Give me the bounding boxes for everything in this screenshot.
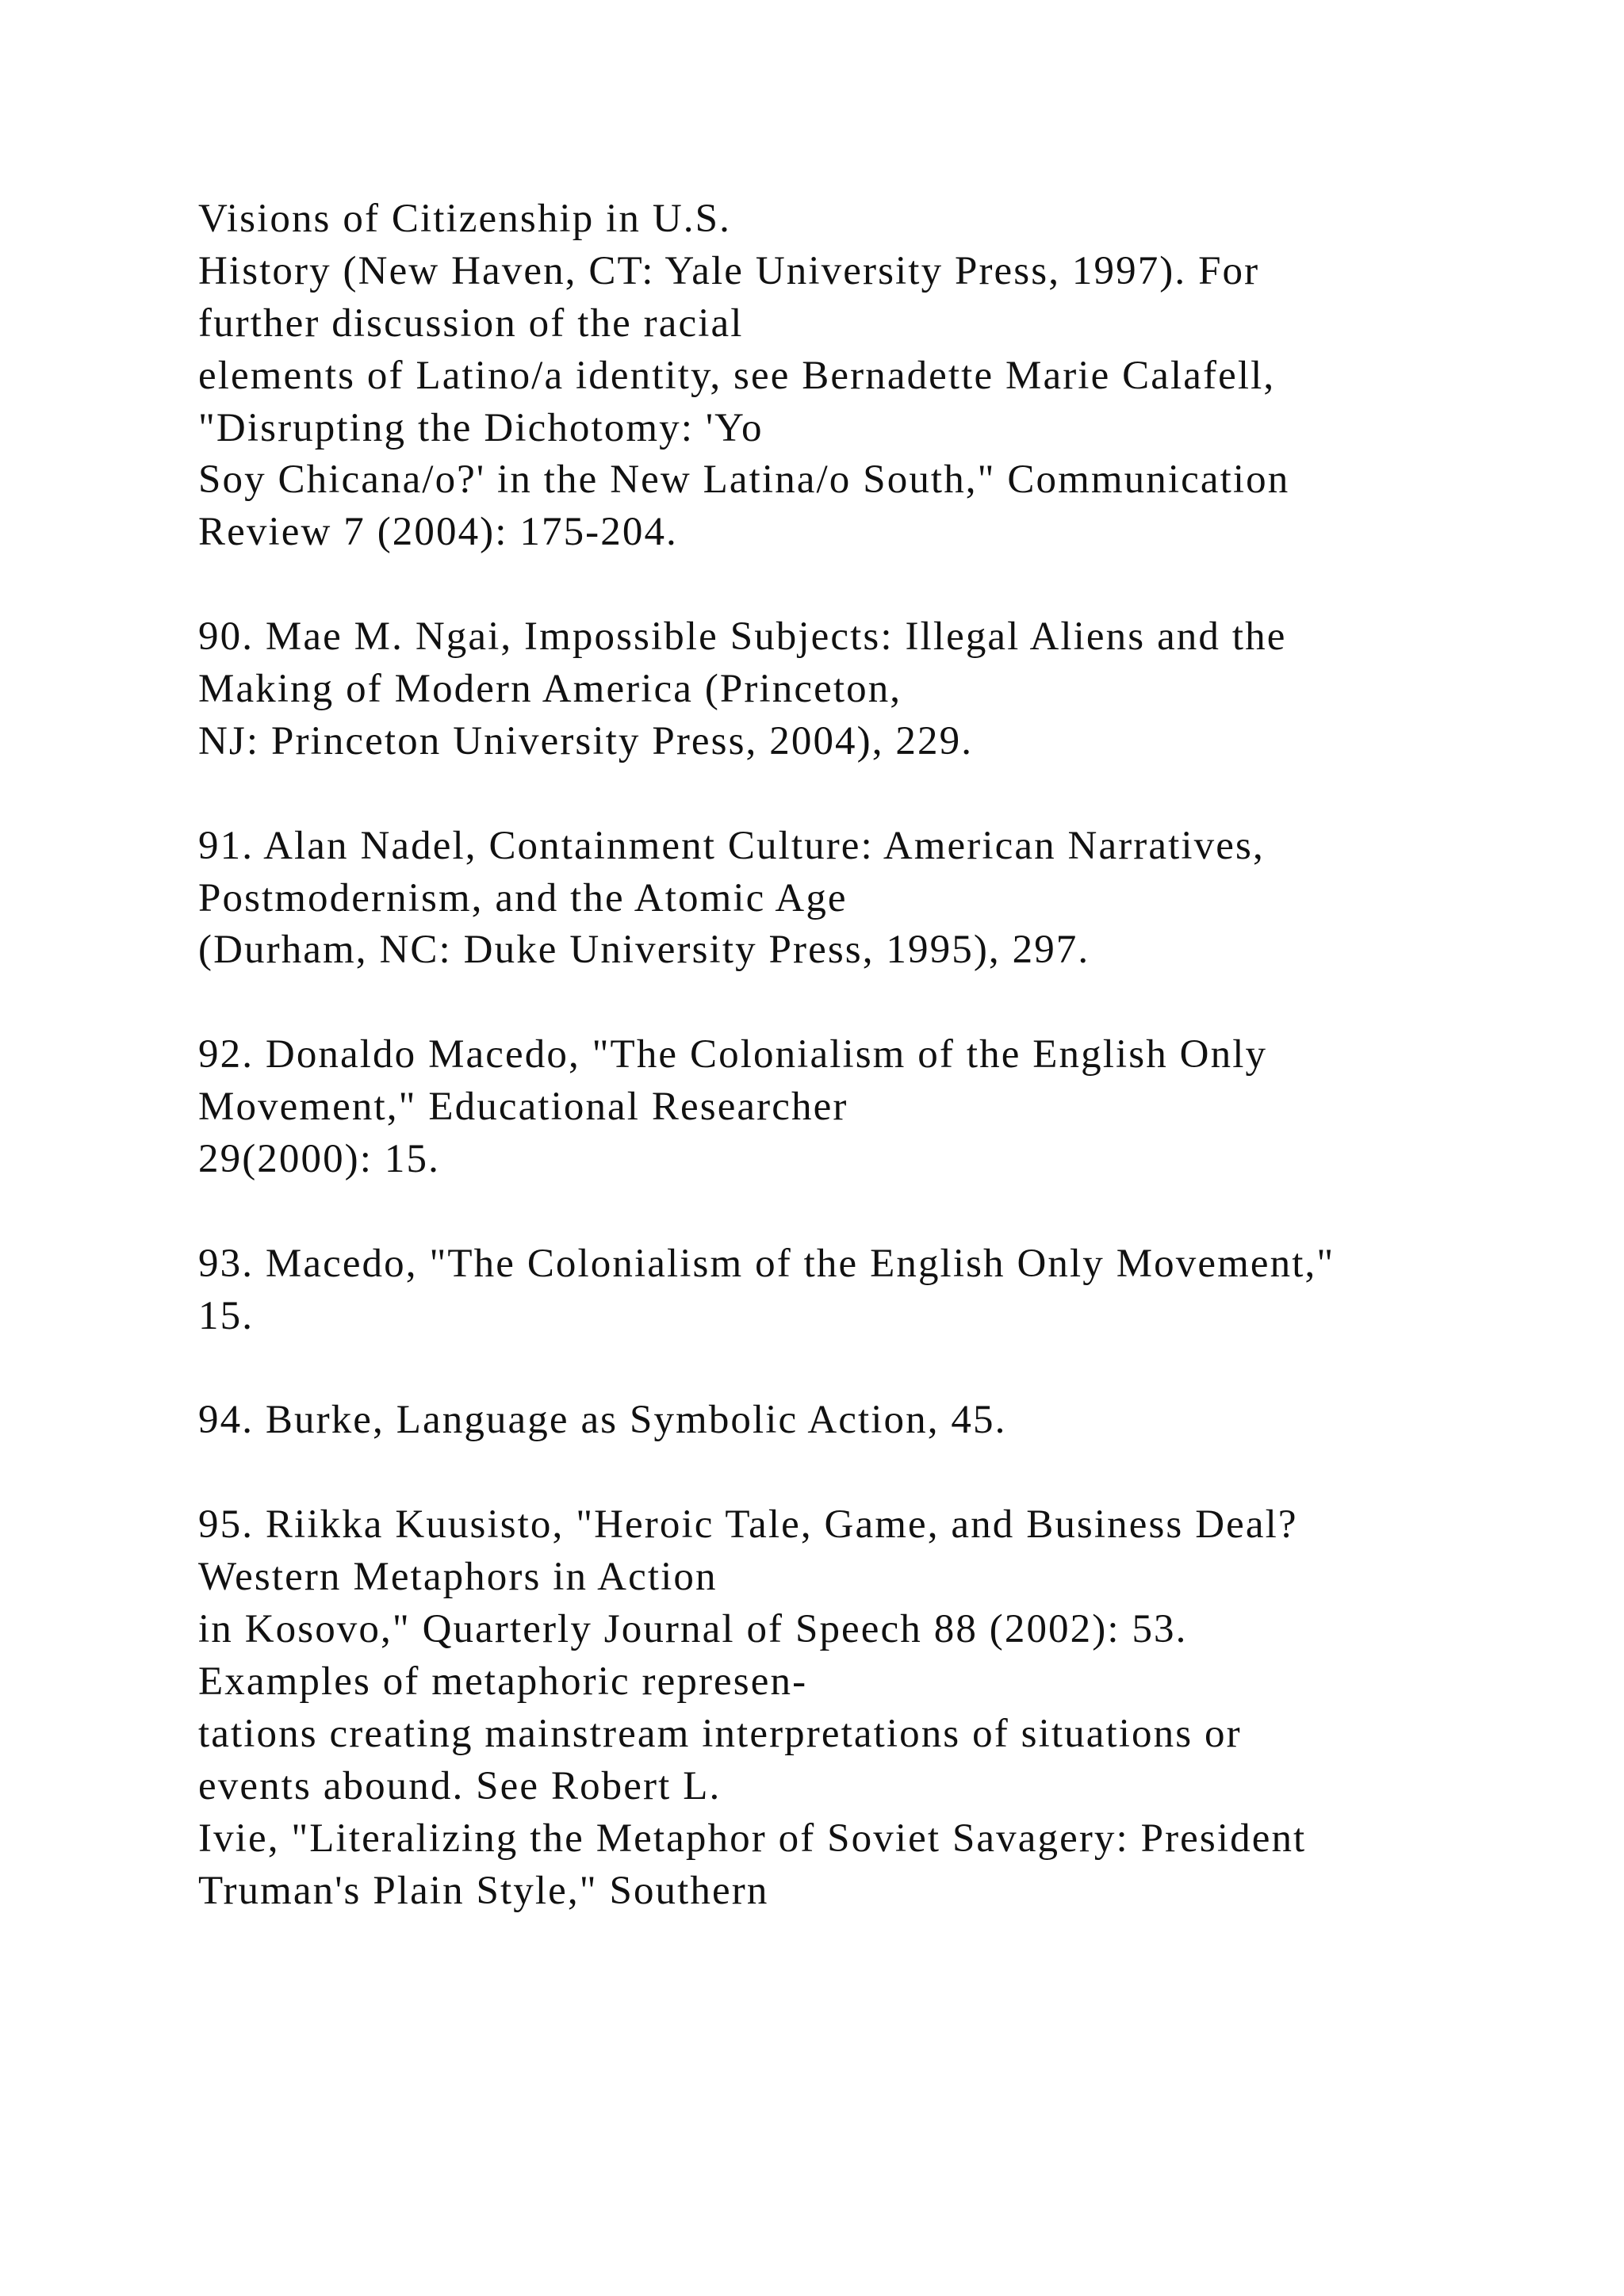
footnote-92 [198,1029,1546,1186]
text-line: Visions of Citizenship in U.S. [198,197,731,241]
paragraph-spacer [198,1447,1546,1499]
text-line: (Durham, NC: Duke University Press, 1995), 297. [198,928,1090,973]
paragraph-spacer [198,1343,1546,1395]
footnote-93 [198,1238,1546,1343]
text-line: 95. Riikka Kuusisto, "Heroic Tale, Game, and Business Deal? [198,1502,1298,1548]
text-line: Review 7 (2004): 175-204. [198,510,678,555]
footnote-91 [198,821,1546,978]
text-line: Postmodernism, and the Atomic Age [198,875,848,920]
text-line: Western Metaphors in Action [198,1555,718,1600]
text-line: 94. Burke, Language as Symbolic Action, 45. [198,1398,1007,1443]
footnote-89-continuation [198,193,1546,559]
text-line: Soy Chicana/o?' in the New Latina/o South," Communication [198,457,1290,503]
text-line: Making of Modern America (Princeton, [198,667,902,712]
text-line: events abound. See Robert L. [198,1763,722,1808]
paragraph-spacer [198,768,1546,821]
text-line: further discussion of the racial [198,300,744,346]
text-line: 29(2000): 15. [198,1137,440,1182]
text-line: 92. Donaldo Macedo, "The Colonialism of the English Only [198,1032,1268,1077]
paragraph-spacer [198,977,1546,1029]
footnotes-text [198,193,1546,1917]
text-line: NJ: Princeton University Press, 2004), 229. [198,718,974,763]
footnote-95 [198,1499,1546,1917]
text-line: 93. Macedo, "The Colonialism of the English Only Movement," [198,1241,1335,1286]
text-line: 90. Mae M. Ngai, Impossible Subjects: Illegal Aliens and the [198,614,1287,660]
text-line: in Kosovo," Quarterly Journal of Speech 88 (2002): 53. [198,1607,1188,1652]
text-line: "Disrupting the Dichotomy: 'Yo [198,405,764,450]
text-line: tations creating mainstream interpretations of situations or [198,1711,1242,1756]
text-line: 91. Alan Nadel, Containment Culture: American Narratives, [198,823,1265,868]
footnote-94 [198,1395,1546,1447]
text-line: elements of Latino/a identity, see Bernadette Marie Calafell, [198,353,1276,398]
text-line: Movement," Educational Researcher [198,1085,848,1130]
text-line: 15. [198,1293,255,1338]
text-line: Ivie, "Literalizing the Metaphor of Soviet Savagery: President [198,1816,1307,1861]
text-line: History (New Haven, CT: Yale University Press, 1997). For [198,248,1260,293]
paragraph-spacer [198,1186,1546,1238]
footnote-90 [198,611,1546,768]
text-line: Truman's Plain Style," Southern [198,1868,769,1913]
text-line: Examples of metaphoric represen- [198,1659,808,1704]
paragraph-spacer [198,559,1546,611]
